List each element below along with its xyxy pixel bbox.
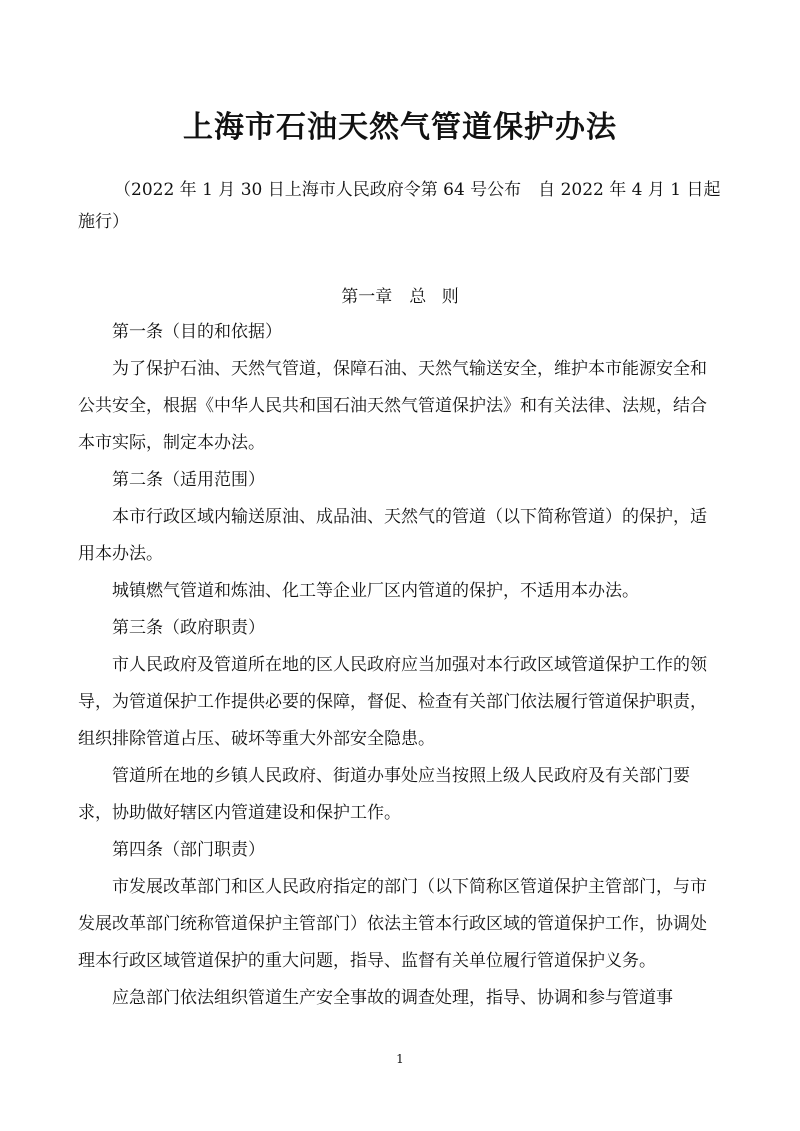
article-heading: 第二条（适用范围） — [112, 470, 265, 490]
article-paragraph: 市人民政府及管道所在地的区人民政府应当加强对本行政区域管道保护工作的领导，为管道保护工作提供必要的保障，督促、检查有关部门依法履行管道保护职责，组织排除管道占压、破坏等重大外部安全隐患。 — [78, 655, 707, 749]
publication-note-line-2: 施行） — [78, 212, 129, 232]
article-heading: 第四条（部门职责） — [112, 840, 265, 860]
article-paragraph: 城镇燃气管道和炼油、化工等企业厂区内管道的保护，不适用本办法。 — [112, 581, 639, 601]
article-heading: 第三条（政府职责） — [112, 618, 265, 638]
article-paragraph: 本市行政区域内输送原油、成品油、天然气的管道（以下简称管道）的保护，适用本办法。 — [78, 507, 707, 564]
article-paragraph: 管道所在地的乡镇人民政府、街道办事处应当按照上级人民政府及有关部门要求，协助做好辖区内管道建设和保护工作。 — [78, 766, 690, 823]
document-body — [78, 314, 723, 1017]
page-number: 1 — [396, 1052, 404, 1066]
article-paragraph: 应急部门依法组织管道生产安全事故的调查处理，指导、协调和参与管道事 — [112, 988, 673, 1008]
chapter-heading: 第一章 总 则 — [341, 287, 459, 307]
publication-note-line-1: （2022 年 1 月 30 日上海市人民政府令第 64 号公布 自 2022 年 4 月 1 日起 — [114, 180, 721, 200]
article-heading: 第一条（目的和依据） — [112, 322, 282, 342]
article-paragraph: 市发展改革部门和区人民政府指定的部门（以下简称区管道保护主管部门，与市发展改革部门统称管道保护主管部门）依法主管本行政区域的管道保护工作，协调处理本行政区域管道保护的重大问题，指导、监督有关单位履行管道保护义务。 — [78, 877, 707, 971]
article-paragraph: 为了保护石油、天然气管道，保障石油、天然气输送安全，维护本市能源安全和公共安全，根据《中华人民共和国石油天然气管道保护法》和有关法律、法规，结合本市实际，制定本办法。 — [78, 359, 707, 453]
publication-note — [78, 174, 723, 238]
document-title: 上海市石油天然气管道保护办法 — [183, 110, 617, 145]
